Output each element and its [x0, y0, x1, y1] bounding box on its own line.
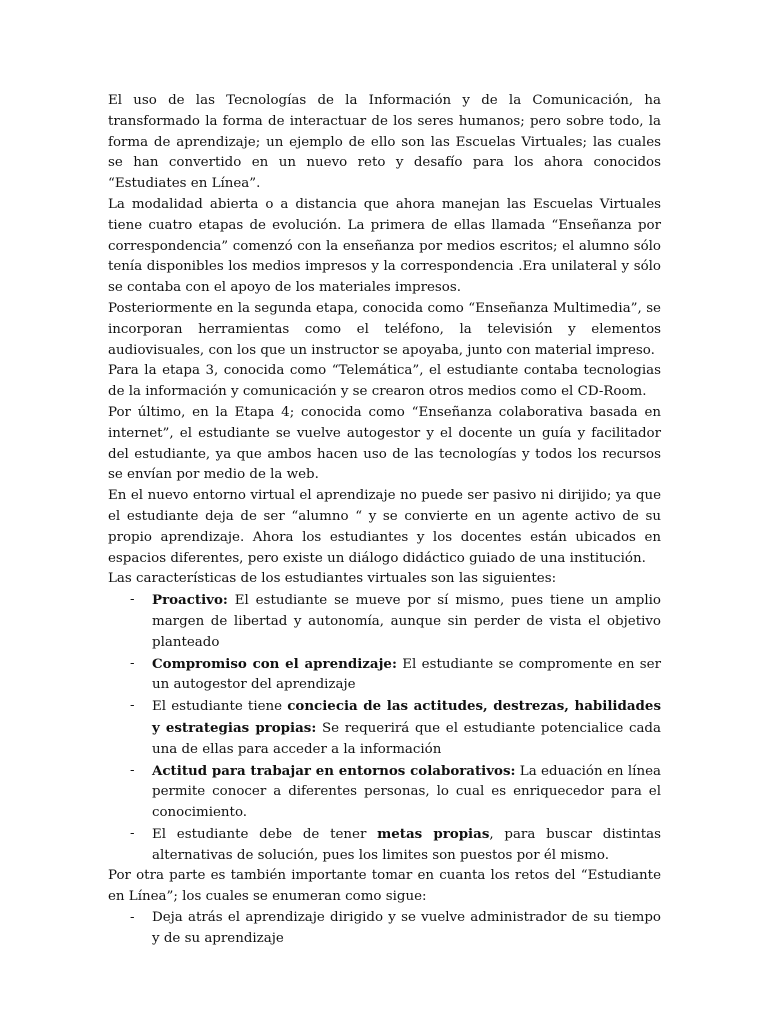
paragraph-etapa-3: Para la etapa 3, conocida como “Telemática”, el estudiante contaba tecnologias de la información y comunicación y se crearon otros medios como el CD-Room. — [108, 363, 661, 400]
item-bold-text: Compromiso con el aprendizaje: — [152, 655, 397, 672]
item-text: Deja atrás el aprendizaje dirigido y se vuelve administrador de su tiempo y de su aprendizaje — [152, 910, 661, 946]
item-bold-text: conciecia de las actitudes, destrezas, habilidades y estrategias propias: — [152, 698, 661, 736]
item-post-text: Se requerirá que el estudiante potencialice cada una de ellas para acceder a la información — [152, 720, 661, 757]
characteristics-list — [108, 590, 661, 866]
paragraph-modalidad: La modalidad abierta o a distancia que ahora manejan las Escuelas Virtuales tiene cuatro etapas de evolución. La primera de ellas llamada “Enseñanza por correspondencia” comenzó con la enseñanza por medios escritos; el alumno sólo tenía disponibles los medios impresos y la correspondencia .Era unilateral y sólo se contaba con el apoyo de los materiales impresos. — [108, 196, 661, 296]
item-post-text: , para buscar distintas alternativas de solución, pues los limites son puestos por él mismo. — [152, 826, 662, 863]
item-pre-text: El estudiante debe de tener — [152, 826, 378, 842]
list-item — [108, 761, 661, 824]
bullet-dash: - — [130, 762, 135, 778]
paragraph-retos-intro: Por otra parte es también importante tomar en cuanta los retos del “Estudiante en Línea”; los cuales se enumeran como sigue: — [108, 868, 661, 905]
paragraph-segunda-etapa: Posteriormente en la segunda etapa, conocida como “Enseñanza Multimedia”, se incorporan herramientas como el teléfono, la televisión y elementos audiovisuales, con los que un instructor se apoyaba, junto con material impreso. — [108, 300, 661, 358]
item-bold-text: Proactivo: — [152, 592, 228, 609]
list-item — [108, 908, 661, 950]
item-bold-text: Actitud para trabajar en entornos colaborativos: — [152, 762, 516, 779]
item-post-text: El estudiante se mueve por sí mismo, pues tiene un amplio margen de libertad y autonomía, aunque sin perder de vista el objetivo planteado — [152, 593, 661, 650]
list-item — [108, 696, 661, 760]
paragraph-intro: El uso de las Tecnologías de la Información y de la Comunicación, ha transformado la forma de interactuar de los seres humanos; pero sobre todo, la forma de aprendizaje; un ejemplo de ello son las Escuelas Virtuales; las cuales se han convertido en un nuevo reto y desafío para los ahora conocidos “Estudiates en Línea”. — [108, 93, 661, 192]
retos-list — [108, 908, 661, 950]
bullet-dash: - — [130, 825, 135, 841]
bullet-dash: - — [130, 698, 135, 714]
item-post-text: La eduación en línea permite conocer a diferentes personas, lo cual es enriquecedor para el conocimiento. — [152, 763, 661, 821]
paragraph-caracteristicas-intro: Las características de los estudiantes virtuales son las siguientes: — [108, 571, 557, 587]
list-item — [108, 590, 661, 653]
list-item — [108, 824, 661, 867]
bullet-dash: - — [130, 655, 135, 671]
list-item — [108, 654, 661, 697]
bullet-dash: - — [130, 910, 135, 926]
paragraph-etapa-4: Por último, en la Etapa 4; conocida como “Enseñanza colaborativa basada en internet”, el estudiante se vuelve autogestor y el docente un guía y facilitador del estudiante, ya que ambos hacen uso de las tecnologías y todos los recursos se envían por medio de la web. — [108, 404, 661, 483]
item-pre-text: El estudiante tiene — [152, 699, 288, 715]
item-bold-text: metas propias — [377, 825, 490, 842]
paragraph-entorno-virtual: En el nuevo entorno virtual el aprendizaje no puede ser pasivo ni dirijido; ya que el estudiante deja de ser “alumno “ y se convierte en un agente activo de su propio aprendizaje. Ahora los estudiantes y los docentes están ubicados en espacios diferentes, pero existe un diálogo didáctico guiado de una institución. — [108, 488, 661, 566]
item-post-text: El estudiante se compromente en ser un autogestor del aprendizaje — [152, 656, 661, 693]
bullet-dash: - — [130, 592, 135, 608]
